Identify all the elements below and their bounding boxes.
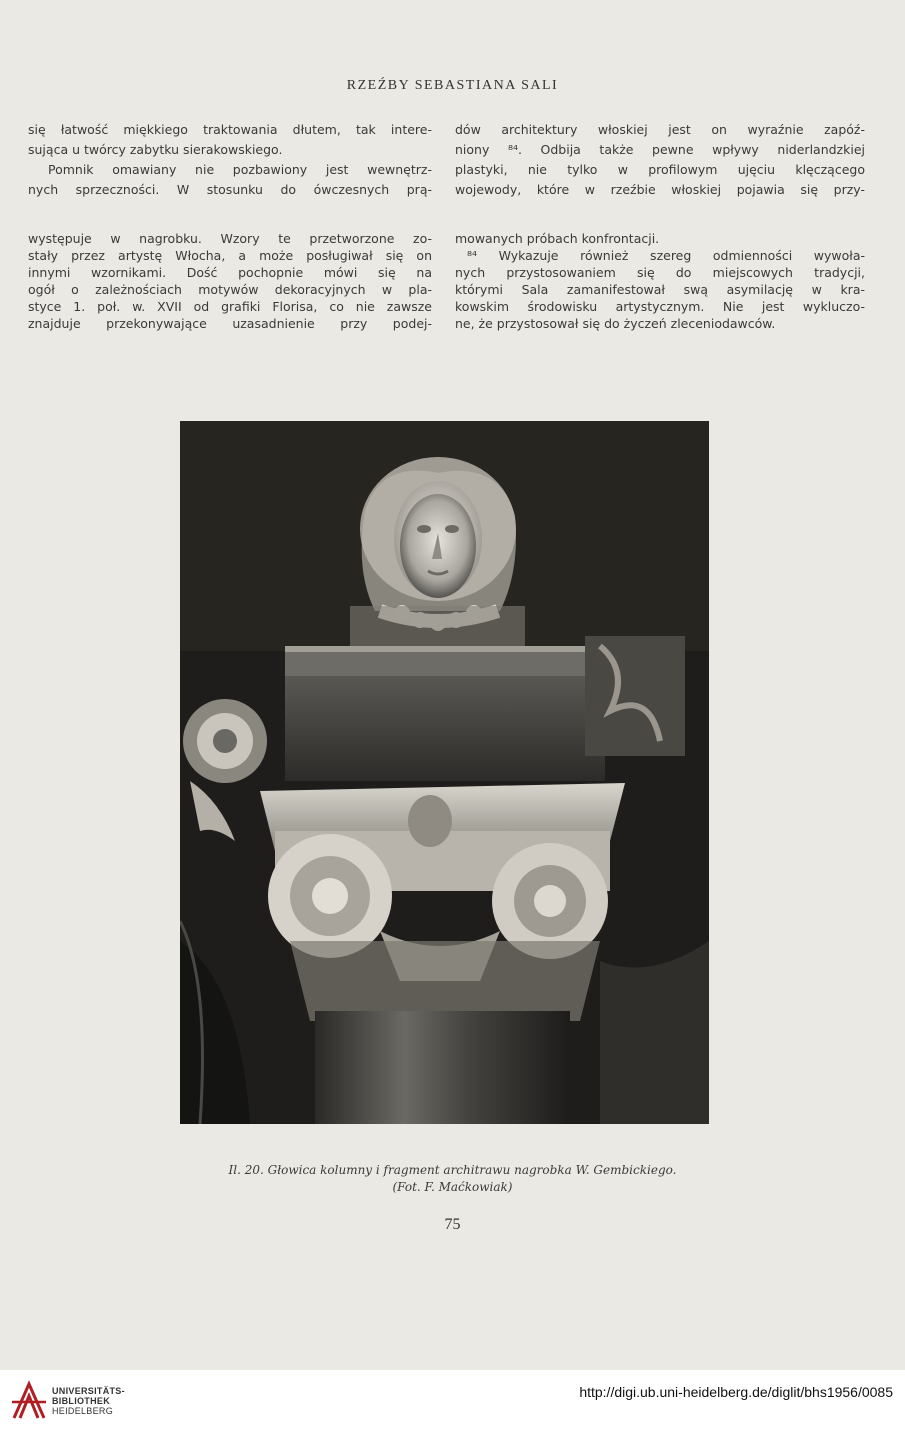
page-number: 75: [444, 1216, 461, 1233]
caption-line: Il. 20. Głowica kolumny i fragment architrawu nagrobka W. Gembickiego.: [228, 1163, 677, 1177]
text-line: znajduje przekonywające uzasadnienie przy podej-: [28, 316, 432, 331]
library-name-line: HEIDELBERG: [52, 1406, 114, 1416]
carved-head: [350, 457, 525, 646]
text-line: dów architektury włoskiej jest on wyraźnie zapóź-: [455, 122, 865, 137]
text-line: plastyki, nie tylko w profilowym ujęciu klęczącego: [455, 162, 865, 177]
left-column-block-2: [28, 230, 432, 332]
permalink-url[interactable]: http://digi.ub.uni-heidelberg.de/diglit/bhs1956/0085: [579, 1384, 893, 1400]
text-line: się łatwość miękkiego traktowania dłutem, tak intere-: [28, 122, 432, 137]
text-line: którymi Sala zamanifestował swą asymilację w kra-: [455, 282, 865, 297]
right-column-block-2: [455, 230, 865, 332]
text-line: kowskim środowisku artystycznym. Nie jest wykluczo-: [455, 299, 865, 314]
text-line: styce 1. poł. w. XVII od grafiki Florisa, co nie zawsze: [28, 299, 432, 314]
library-name-line: BIBLIOTHEK: [52, 1396, 110, 1406]
text-line: Pomnik omawiany nie pozbawiony jest wewnętrz-: [48, 162, 432, 177]
text-line: ne, że przystosował się do życzeń zleceniodawców.: [455, 316, 776, 331]
column-capital-photograph: [180, 421, 709, 1124]
text-line: wojewody, które w rzeźbie włoskiej pojawia się przy-: [455, 182, 865, 197]
figure-caption: [0, 1162, 905, 1196]
right-column-block-1: [455, 120, 865, 200]
library-name: [52, 1386, 125, 1416]
library-logo-icon: [10, 1378, 48, 1422]
text-line: stały przez artystę Włocha, a może posługiwał się on: [28, 248, 432, 263]
caption-credit: (Fot. F. Maćkowiak): [392, 1180, 513, 1194]
text-line: nych sprzeczności. W stosunku do ówczesnych prą-: [28, 182, 432, 197]
text-line: innymi wzornikami. Dość pochopnie mówi się na: [28, 265, 432, 280]
digitization-footer: [0, 1370, 905, 1436]
text-line: występuje w nagrobku. Wzory te przetworzone zo-: [28, 231, 432, 246]
text-line: mowanych próbach konfrontacji.: [455, 231, 660, 246]
text-line: nych przystosowaniem się do miejscowych tradycji,: [455, 265, 865, 280]
photo-illustration: [180, 421, 709, 1124]
running-head: RZEŹBY SEBASTIANA SALI: [346, 78, 559, 93]
library-name-line: UNIVERSITÄTS-: [52, 1386, 125, 1396]
column-shaft: [315, 1011, 570, 1124]
text-line: niony ⁸⁴. Odbija także pewne wpływy niderlandzkiej: [455, 142, 865, 157]
left-column-block-1: [28, 120, 432, 200]
text-line: sująca u twórcy zabytku sierakowskiego.: [28, 142, 283, 157]
text-line: ogół o zależnościach motywów dekoracyjnych w pla-: [28, 282, 432, 297]
footnote-line: ⁸⁴ Wykazuje również szereg odmienności wywoła-: [467, 248, 865, 263]
